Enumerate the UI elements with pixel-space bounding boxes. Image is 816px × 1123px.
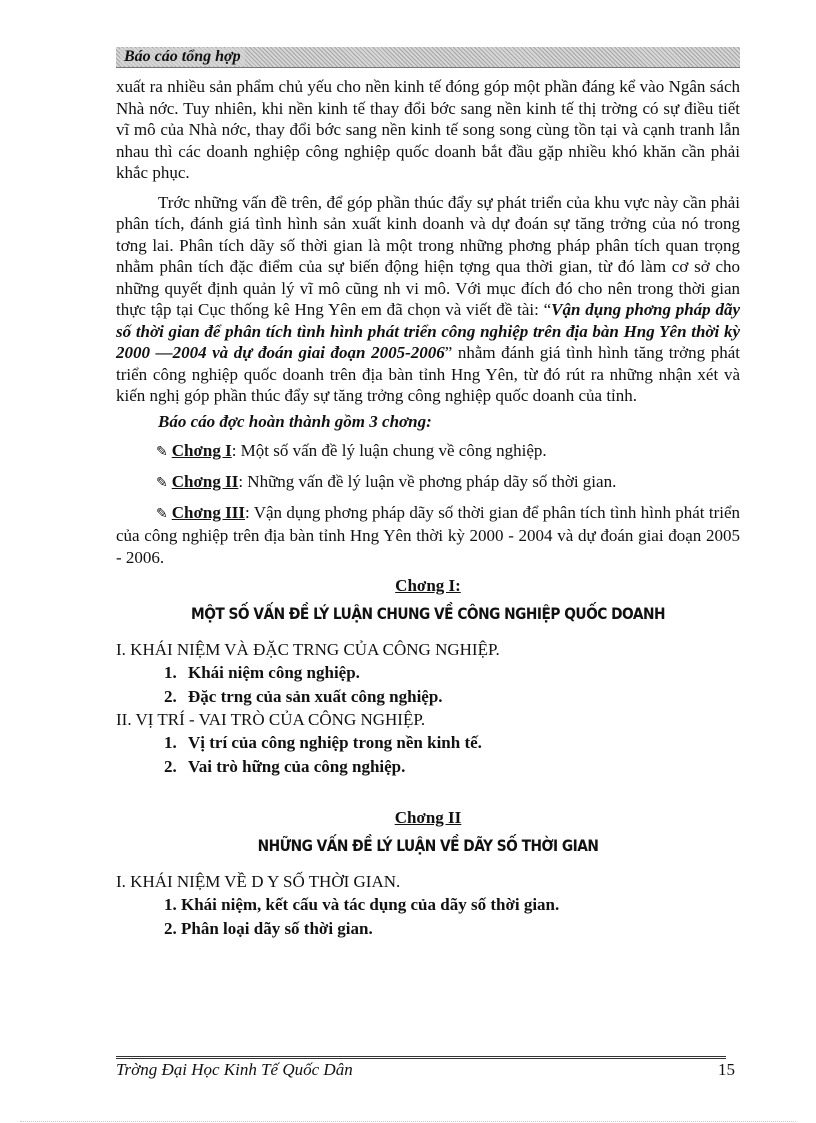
- footer-university: Trờng Đại Học Kinh Tế Quốc Dân: [116, 1060, 353, 1079]
- chapter-list-item-1: [116, 440, 740, 463]
- paragraph-1: xuất ra nhiều sản phẩm chủ yếu cho nền kinh tế đóng góp một phần đáng kể vào Ngân sách Nhà nớc. Tuy nhiên, khi nền kinh tế thay đổi bớc sang nền kinh tế thị trờng có sự điều tiết vĩ mô của Nhà nớc, thay đổi bớc sang nền kinh tế song song cùng tồn tại và cạnh tranh lẫn nhau thì các doanh nghiệp công nghiệp quốc doanh bắt đầu gặp nhiều khó khăn cần phải khắc phục.: [116, 77, 740, 182]
- report-intro: Báo cáo đợc hoàn thành gồm 3 chơng:: [158, 411, 432, 431]
- page-bottom-edge: [20, 1121, 796, 1122]
- header-title: Báo cáo tổng hợp: [120, 48, 245, 66]
- paragraph-2-end: ” nhằm đánh giá tình hình tăng trởng phát triển công nghiệp quốc doanh trên địa bàn tỉnh Hng Yên, từ đó rút ra những nhận xét và kiến nghị góp phần thúc đẩy sự tăng trởng công nghiệp quốc doanh của tỉnh.: [116, 343, 740, 405]
- chapter-list-item-3: [116, 502, 740, 569]
- chapter-2-section-1: I. KHÁI NIỆM VỀ D Y SỐ THỜI GIAN.: [116, 872, 401, 891]
- pencil-icon: ✎: [156, 506, 168, 522]
- paragraph-2: [116, 192, 740, 407]
- outline-item: 2. Đặc trng của sản xuất công nghiệp.: [164, 687, 443, 706]
- chapter-1-desc: : Một số vấn đề lý luận chung về công nghiệp.: [231, 441, 547, 460]
- outline-item: 1. Vị trí của công nghiệp trong nền kinh tế.: [164, 733, 482, 752]
- chapter-3-desc: : Vận dụng phơng pháp dãy số thời gian để phân tích tình hình phát triển của công nghiệp trên địa bàn tỉnh Hng Yên thời kỳ 2000 - 2004 và dự đoán giai đoạn 2005 - 2006.: [116, 503, 740, 567]
- chapter-1-section-1: I. KHÁI NIỆM VÀ ĐẶC TRNG CỦA CÔNG NGHIỆP.: [116, 640, 500, 659]
- chapter-3-link[interactable]: Chơng III: [171, 503, 245, 522]
- chapter-2-link[interactable]: Chơng II: [171, 472, 239, 491]
- chapter-1-title: MỘT SỐ VẤN ĐỀ LÝ LUẬN CHUNG VỀ CÔNG NGHIỆP QUỐC DOANH: [191, 604, 665, 623]
- outline-item: 2. Phân loại dãy số thời gian.: [164, 919, 373, 938]
- chapter-1-label: Chơng I:: [395, 576, 461, 595]
- outline-item: 1. Khái niệm công nghiệp.: [164, 663, 360, 682]
- page-number: 15: [718, 1060, 735, 1079]
- topic-title: Vận dụng phơng pháp dãy số thời gian để phân tích tình hình phát triển công nghiệp trên địa bàn Hng Yên thời kỳ 2000 —2004 và dự đoán giai đoạn 2005-2006: [116, 300, 740, 362]
- chapter-1-section-2: II. VỊ TRÍ - VAI TRÒ CỦA CÔNG NGHIỆP.: [116, 710, 426, 729]
- chapter-2-title: NHỮNG VẤN ĐỀ LÝ LUẬN VỀ DÃY SỐ THỜI GIAN: [257, 836, 599, 855]
- page-header: [116, 47, 740, 68]
- document-body: [116, 76, 740, 941]
- pencil-icon: ✎: [156, 444, 168, 460]
- chapter-2-label: Chơng II: [394, 808, 462, 827]
- outline-item: 1. Khái niệm, kết cấu và tác dụng của dãy số thời gian.: [164, 895, 560, 914]
- chapter-2-desc: : Những vấn đề lý luận về phơng pháp dãy số thời gian.: [238, 472, 617, 491]
- footer-divider: [116, 1056, 726, 1059]
- chapter-1-link[interactable]: Chơng I: [171, 441, 232, 460]
- pencil-icon: ✎: [156, 475, 168, 491]
- chapter-list-item-2: [116, 471, 740, 494]
- outline-item: 2. Vai trò hững của công nghiệp.: [164, 757, 406, 776]
- paragraph-2-start: Trớc những vấn đề trên, để góp phần thúc đẩy sự phát triển của khu vực này cần phải phân tích, đánh giá tình hình sản xuất kinh doanh và dự đoán sự tăng trởng của nó trong tơng lai. Phân tích dãy số thời gian là một trong những phơng pháp phân tích quan trọng nhằm phân tích đặc điểm của sự biến động hiện tợng qua thời gian, từ đó làm cơ sở cho những quyết định quản lý vĩ mô cũng nh vi mô. Với mục đích đó cho nên trong thời gian thực tập tại Cục thống kê Hng Yên em đã chọn và viết đề tài: “: [116, 192, 740, 319]
